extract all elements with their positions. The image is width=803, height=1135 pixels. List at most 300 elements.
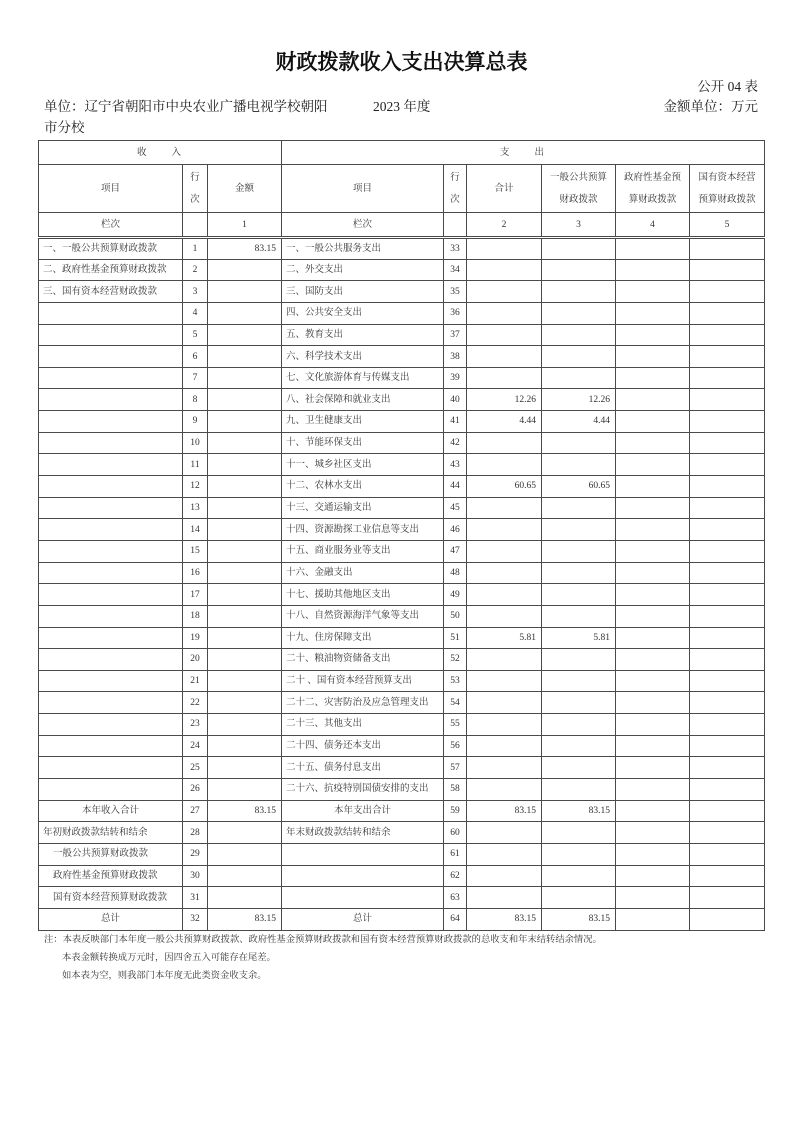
expense-general-budget-cell (542, 302, 616, 324)
income-line-no-cell: 14 (183, 519, 208, 541)
column-index-2: 2 (467, 213, 542, 238)
table-row (39, 411, 765, 433)
table-row (39, 735, 765, 757)
income-item-cell (39, 692, 183, 714)
income-item-cell (39, 584, 183, 606)
table-row (39, 627, 765, 649)
expense-state-capital-cell (690, 389, 765, 411)
expense-item-cell: 二十、粮油物资储备支出 (282, 649, 444, 671)
expense-gov-fund-cell (616, 843, 690, 865)
income-item-cell (39, 411, 183, 433)
expense-line-no-cell: 62 (444, 865, 467, 887)
expense-item-cell: 二、外交支出 (282, 259, 444, 281)
table-row (39, 346, 765, 368)
expense-state-capital-cell (690, 519, 765, 541)
expense-line-no-cell: 44 (444, 476, 467, 498)
expense-item-cell: 八、社会保障和就业支出 (282, 389, 444, 411)
expense-total-cell (467, 259, 542, 281)
expense-line-no-cell: 51 (444, 627, 467, 649)
expense-general-budget-cell (542, 324, 616, 346)
expense-line-no-cell: 36 (444, 302, 467, 324)
expense-item-cell: 十八、自然资源海洋气象等支出 (282, 605, 444, 627)
expense-gov-fund-cell (616, 454, 690, 476)
income-amount-cell (208, 757, 282, 779)
expense-item-cell: 九、卫生健康支出 (282, 411, 444, 433)
income-line-no-header (183, 165, 208, 213)
expense-general-budget-cell (542, 670, 616, 692)
expense-gov-fund-cell (616, 324, 690, 346)
income-line-no-cell: 12 (183, 476, 208, 498)
expense-general-budget-cell (542, 346, 616, 368)
income-item-header: 项目 (39, 165, 183, 213)
expense-gov-fund-cell (616, 757, 690, 779)
income-amount-cell (208, 497, 282, 519)
income-amount-cell (208, 389, 282, 411)
income-amount-cell (208, 562, 282, 584)
table-row (39, 605, 765, 627)
income-item-cell (39, 519, 183, 541)
expense-state-capital-header (690, 165, 765, 213)
expense-line-no-cell: 52 (444, 649, 467, 671)
income-line-no-cell: 21 (183, 670, 208, 692)
expense-item-cell: 四、公共安全支出 (282, 302, 444, 324)
expense-total-cell (467, 584, 542, 606)
income-line-no-cell: 20 (183, 649, 208, 671)
expense-state-capital-header-top: 国有资本经营 (698, 172, 756, 183)
amount-unit: 金额单位：万元 (663, 99, 758, 114)
table-body (39, 238, 765, 931)
expense-gov-fund-header (616, 165, 690, 213)
table-row (39, 757, 765, 779)
income-item-cell (39, 302, 183, 324)
expense-item-cell: 二十五、债务付息支出 (282, 757, 444, 779)
income-item-cell (39, 605, 183, 627)
income-amount-cell (208, 779, 282, 801)
expense-state-capital-cell (690, 757, 765, 779)
expense-section-header: 支 出 (282, 141, 765, 165)
reporting-unit: 单位：辽宁省朝阳市中央农业广播电视学校朝阳 (44, 99, 328, 114)
income-item-cell: 总计 (39, 908, 183, 930)
income-item-cell (39, 432, 183, 454)
income-line-no-cell: 4 (183, 302, 208, 324)
section-header-row (39, 141, 765, 165)
expense-state-capital-cell (690, 714, 765, 736)
income-item-cell: 三、国有资本经营财政拨款 (39, 281, 183, 303)
expense-item-cell: 十、节能环保支出 (282, 432, 444, 454)
expense-gov-fund-cell (616, 259, 690, 281)
expense-line-no-cell: 55 (444, 714, 467, 736)
expense-total-cell (467, 346, 542, 368)
form-code: 公开 04 表 (697, 79, 758, 94)
expense-general-budget-cell (542, 692, 616, 714)
income-amount-cell: 83.15 (208, 800, 282, 822)
table-row (39, 432, 765, 454)
expense-total-cell (467, 865, 542, 887)
expense-item-cell: 十一、城乡社区支出 (282, 454, 444, 476)
expense-total-cell (467, 367, 542, 389)
expense-general-budget-header-bottom: 财政拨款 (559, 194, 598, 205)
income-amount-cell (208, 865, 282, 887)
income-amount-cell (208, 692, 282, 714)
income-item-cell: 年初财政拨款结转和结余 (39, 822, 183, 844)
table-row (39, 670, 765, 692)
expense-line-no-header-bottom: 次 (450, 194, 460, 205)
expense-item-cell (282, 843, 444, 865)
expense-state-capital-cell (690, 692, 765, 714)
fiscal-year: 2023 年度 (373, 99, 431, 114)
expense-line-no-cell: 53 (444, 670, 467, 692)
expense-general-budget-cell (542, 584, 616, 606)
expense-line-no-cell: 50 (444, 605, 467, 627)
footnote-empty: 如本表为空，则我部门本年度无此类资金收支余。 (62, 971, 267, 981)
expense-gov-fund-cell (616, 605, 690, 627)
expense-state-capital-cell (690, 324, 765, 346)
expense-general-budget-cell (542, 779, 616, 801)
column-index-row (39, 213, 765, 238)
income-item-cell (39, 735, 183, 757)
expense-item-cell: 总计 (282, 908, 444, 930)
expense-total-cell (467, 887, 542, 909)
expense-gov-fund-cell (616, 238, 690, 260)
expense-line-no-cell: 40 (444, 389, 467, 411)
table-row (39, 714, 765, 736)
expense-state-capital-cell (690, 865, 765, 887)
table-row (39, 476, 765, 498)
table-row (39, 540, 765, 562)
expense-item-cell: 十三、交通运输支出 (282, 497, 444, 519)
expense-item-cell: 五、教育支出 (282, 324, 444, 346)
income-line-no-cell: 7 (183, 367, 208, 389)
expense-item-cell: 十四、资源勘探工业信息等支出 (282, 519, 444, 541)
income-line-no-cell: 6 (183, 346, 208, 368)
expense-general-budget-cell (542, 562, 616, 584)
expense-state-capital-cell (690, 540, 765, 562)
income-item-cell (39, 540, 183, 562)
table-row (39, 887, 765, 909)
expense-total-cell (467, 519, 542, 541)
expense-line-no-cell: 54 (444, 692, 467, 714)
table-row (39, 692, 765, 714)
footnote-rounding: 本表金额转换成万元时，因四舍五入可能存在尾差。 (62, 953, 276, 963)
expense-state-capital-cell (690, 302, 765, 324)
expense-item-cell: 十六、金融支出 (282, 562, 444, 584)
expense-general-budget-cell (542, 432, 616, 454)
expense-state-capital-cell (690, 432, 765, 454)
table-row (39, 281, 765, 303)
income-line-no-cell: 19 (183, 627, 208, 649)
expense-general-budget-cell (542, 735, 616, 757)
expense-gov-fund-cell (616, 411, 690, 433)
expense-gov-fund-cell (616, 346, 690, 368)
expense-item-cell: 二十四、债务还本支出 (282, 735, 444, 757)
expense-state-capital-cell (690, 584, 765, 606)
expense-gov-fund-cell (616, 497, 690, 519)
expense-item-cell (282, 865, 444, 887)
expense-general-budget-cell (542, 281, 616, 303)
expense-general-budget-cell (542, 367, 616, 389)
income-line-no-cell: 26 (183, 779, 208, 801)
expense-line-no-cell: 38 (444, 346, 467, 368)
expense-item-cell (282, 887, 444, 909)
income-line-no-cell: 31 (183, 887, 208, 909)
expense-total-cell (467, 562, 542, 584)
income-line-no-header-top: 行 (190, 172, 200, 183)
expense-general-budget-header-top: 一般公共预算 (549, 172, 607, 183)
expense-gov-fund-cell (616, 281, 690, 303)
expense-general-budget-cell (542, 649, 616, 671)
income-line-no-cell: 24 (183, 735, 208, 757)
expense-line-no-cell: 63 (444, 887, 467, 909)
footnote-scope: 注：本表反映部门本年度一般公共预算财政拨款、政府性基金预算财政拨款和国有资本经营预算财政拨款的总收支和年末结转结余情况。 (44, 935, 602, 945)
income-line-no-cell: 15 (183, 540, 208, 562)
expense-general-budget-cell (542, 714, 616, 736)
expense-total-header: 合计 (467, 165, 542, 213)
income-item-cell (39, 757, 183, 779)
income-line-no-cell: 11 (183, 454, 208, 476)
income-item-cell (39, 324, 183, 346)
table-row (39, 259, 765, 281)
income-item-cell: 一、一般公共预算财政拨款 (39, 238, 183, 260)
table-row (39, 800, 765, 822)
expense-gov-fund-cell (616, 519, 690, 541)
expense-general-budget-cell (542, 238, 616, 260)
expense-gov-fund-cell (616, 649, 690, 671)
income-amount-cell (208, 281, 282, 303)
table-row (39, 454, 765, 476)
expense-state-capital-cell (690, 454, 765, 476)
table-row (39, 302, 765, 324)
income-line-no-cell: 3 (183, 281, 208, 303)
expense-general-budget-cell (542, 843, 616, 865)
expense-state-capital-cell (690, 259, 765, 281)
expense-general-budget-cell: 83.15 (542, 908, 616, 930)
expense-gov-fund-cell (616, 779, 690, 801)
income-item-cell (39, 714, 183, 736)
expense-line-no-cell: 61 (444, 843, 467, 865)
expense-gov-fund-cell (616, 302, 690, 324)
income-line-no-cell: 10 (183, 432, 208, 454)
expense-item-cell: 二十六、抗疫特别国债安排的支出 (282, 779, 444, 801)
expense-total-cell (467, 822, 542, 844)
income-line-no-cell: 29 (183, 843, 208, 865)
income-amount-cell (208, 454, 282, 476)
expense-item-cell: 一、一般公共服务支出 (282, 238, 444, 260)
expense-state-capital-cell (690, 779, 765, 801)
expense-index-label: 栏次 (282, 213, 444, 238)
expense-item-cell: 二十 、国有资本经营预算支出 (282, 670, 444, 692)
expense-line-no-index (444, 213, 467, 238)
income-line-no-cell: 18 (183, 605, 208, 627)
income-item-cell: 本年收入合计 (39, 800, 183, 822)
expense-total-cell (467, 540, 542, 562)
expense-gov-fund-cell (616, 584, 690, 606)
expense-total-cell: 60.65 (467, 476, 542, 498)
expense-gov-fund-cell (616, 476, 690, 498)
expense-gov-fund-cell (616, 389, 690, 411)
income-line-no-cell: 23 (183, 714, 208, 736)
expense-line-no-cell: 48 (444, 562, 467, 584)
expense-total-cell (467, 454, 542, 476)
expense-general-budget-cell (542, 519, 616, 541)
income-amount-cell (208, 627, 282, 649)
income-amount-cell (208, 843, 282, 865)
expense-gov-fund-cell (616, 735, 690, 757)
expense-gov-fund-cell (616, 562, 690, 584)
income-line-no-cell: 16 (183, 562, 208, 584)
income-amount-cell (208, 411, 282, 433)
expense-general-budget-cell (542, 259, 616, 281)
expense-line-no-cell: 46 (444, 519, 467, 541)
expense-gov-fund-header-bottom: 算财政拨款 (628, 194, 677, 205)
income-item-cell: 一般公共预算财政拨款 (39, 843, 183, 865)
expense-line-no-cell: 35 (444, 281, 467, 303)
expense-state-capital-cell (690, 476, 765, 498)
expense-state-capital-cell (690, 735, 765, 757)
table-row (39, 649, 765, 671)
expense-general-budget-cell (542, 822, 616, 844)
expense-state-capital-cell (690, 822, 765, 844)
expense-state-capital-cell (690, 367, 765, 389)
income-line-no-index (183, 213, 208, 238)
expense-general-budget-cell: 5.81 (542, 627, 616, 649)
expense-state-capital-cell (690, 887, 765, 909)
expense-total-cell: 83.15 (467, 800, 542, 822)
income-amount-cell (208, 324, 282, 346)
expense-gov-fund-cell (616, 432, 690, 454)
income-amount-header: 金额 (208, 165, 282, 213)
income-amount-cell (208, 540, 282, 562)
expense-total-cell (467, 238, 542, 260)
table-row (39, 324, 765, 346)
income-item-cell (39, 367, 183, 389)
income-line-no-cell: 25 (183, 757, 208, 779)
expense-gov-fund-cell (616, 822, 690, 844)
expense-state-capital-cell (690, 627, 765, 649)
expense-line-no-header (444, 165, 467, 213)
expense-item-cell: 十九、住房保障支出 (282, 627, 444, 649)
expense-gov-fund-cell (616, 670, 690, 692)
income-amount-cell (208, 887, 282, 909)
expense-gov-fund-cell (616, 800, 690, 822)
expense-general-budget-header (542, 165, 616, 213)
expense-gov-fund-cell (616, 865, 690, 887)
expense-general-budget-cell: 12.26 (542, 389, 616, 411)
expense-state-capital-cell (690, 649, 765, 671)
income-amount-cell (208, 432, 282, 454)
income-item-cell: 国有资本经营预算财政拨款 (39, 887, 183, 909)
expense-total-cell (467, 649, 542, 671)
expense-line-no-cell: 60 (444, 822, 467, 844)
expense-general-budget-cell (542, 540, 616, 562)
income-item-cell (39, 562, 183, 584)
table-row (39, 822, 765, 844)
income-amount-cell (208, 346, 282, 368)
expense-state-capital-header-bottom: 预算财政拨款 (698, 194, 756, 205)
expense-total-cell (467, 779, 542, 801)
expense-general-budget-cell: 83.15 (542, 800, 616, 822)
table-row (39, 497, 765, 519)
expense-gov-fund-cell (616, 887, 690, 909)
income-line-no-cell: 2 (183, 259, 208, 281)
income-item-cell: 政府性基金预算财政拨款 (39, 865, 183, 887)
income-amount-cell (208, 649, 282, 671)
expense-gov-fund-cell (616, 714, 690, 736)
expense-item-cell: 三、国防支出 (282, 281, 444, 303)
income-line-no-header-bottom: 次 (190, 194, 200, 205)
income-amount-cell (208, 605, 282, 627)
table-row (39, 238, 765, 260)
expense-total-cell: 4.44 (467, 411, 542, 433)
expense-state-capital-cell (690, 346, 765, 368)
table-row (39, 562, 765, 584)
expense-line-no-cell: 58 (444, 779, 467, 801)
expense-gov-fund-cell (616, 692, 690, 714)
expense-state-capital-cell (690, 670, 765, 692)
expense-total-cell (467, 302, 542, 324)
column-index-4: 4 (616, 213, 690, 238)
table-row (39, 389, 765, 411)
expense-line-no-cell: 43 (444, 454, 467, 476)
income-line-no-cell: 1 (183, 238, 208, 260)
expense-general-budget-cell (542, 865, 616, 887)
expense-gov-fund-cell (616, 908, 690, 930)
expense-line-no-cell: 39 (444, 367, 467, 389)
income-line-no-cell: 5 (183, 324, 208, 346)
income-item-cell (39, 497, 183, 519)
table-row (39, 367, 765, 389)
income-amount-cell: 83.15 (208, 238, 282, 260)
expense-state-capital-cell (690, 497, 765, 519)
income-amount-cell (208, 259, 282, 281)
income-amount-cell: 83.15 (208, 908, 282, 930)
table-header (39, 141, 765, 238)
income-index-label: 栏次 (39, 213, 183, 238)
expense-total-cell (467, 497, 542, 519)
expense-general-budget-cell (542, 454, 616, 476)
expense-item-cell: 七、文化旅游体育与传媒支出 (282, 367, 444, 389)
income-line-no-cell: 22 (183, 692, 208, 714)
expense-state-capital-cell (690, 908, 765, 930)
column-header-row (39, 165, 765, 213)
expense-line-no-cell: 64 (444, 908, 467, 930)
expense-item-cell: 十七、援助其他地区支出 (282, 584, 444, 606)
expense-total-cell (467, 432, 542, 454)
income-item-cell: 二、政府性基金预算财政拨款 (39, 259, 183, 281)
income-item-cell (39, 346, 183, 368)
table-row (39, 519, 765, 541)
expense-total-cell: 83.15 (467, 908, 542, 930)
page-title: 财政拨款收入支出决算总表 (275, 50, 528, 74)
expense-state-capital-cell (690, 281, 765, 303)
expense-total-cell (467, 735, 542, 757)
table-row (39, 843, 765, 865)
expense-state-capital-cell (690, 843, 765, 865)
income-amount-cell (208, 670, 282, 692)
expense-item-cell: 十二、农林水支出 (282, 476, 444, 498)
expense-total-cell (467, 605, 542, 627)
expense-line-no-cell: 45 (444, 497, 467, 519)
income-item-cell (39, 670, 183, 692)
table-row (39, 865, 765, 887)
expense-general-budget-cell (542, 605, 616, 627)
expense-line-no-cell: 56 (444, 735, 467, 757)
income-item-cell (39, 389, 183, 411)
income-line-no-cell: 30 (183, 865, 208, 887)
column-index-1: 1 (208, 213, 282, 238)
expense-line-no-cell: 47 (444, 540, 467, 562)
expense-state-capital-cell (690, 562, 765, 584)
expense-line-no-cell: 59 (444, 800, 467, 822)
